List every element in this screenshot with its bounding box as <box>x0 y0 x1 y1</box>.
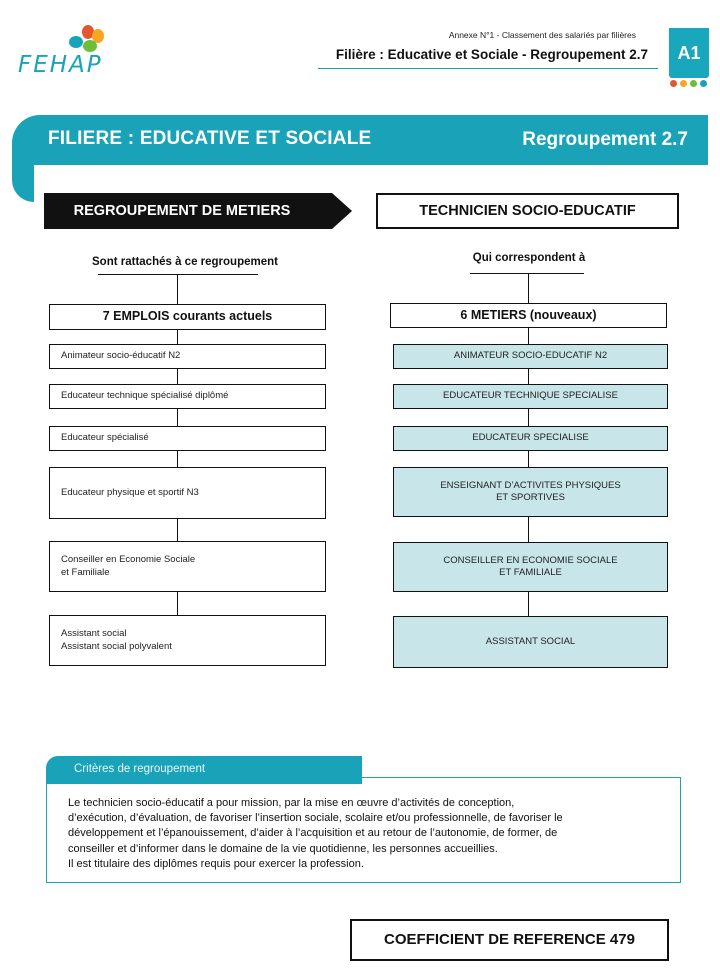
coefficient-box: COEFFICIENT DE REFERENCE 479 <box>350 919 669 961</box>
connector <box>177 451 178 467</box>
correspondent-underline <box>470 273 584 274</box>
metier-item: CONSEILLER EN ECONOMIE SOCIALE ET FAMILIALE <box>393 542 668 592</box>
metier-item: ASSISTANT SOCIAL <box>393 616 668 668</box>
criteria-title: Critères de regroupement <box>74 763 206 775</box>
connector <box>177 409 178 426</box>
header-divider <box>318 68 658 69</box>
annex-title: Filière : Educative et Sociale - Regroupement 2.7 <box>335 47 648 62</box>
emploi-label: Educateur spécialisé <box>61 432 149 444</box>
connector <box>177 519 178 541</box>
connector <box>177 275 178 304</box>
emploi-item <box>49 615 326 666</box>
banner-regroupement: Regroupement 2.7 <box>522 129 688 150</box>
rattaches-underline <box>98 274 258 275</box>
connector <box>528 517 529 542</box>
emploi-item <box>49 467 326 519</box>
logo-text: FEHAP <box>18 52 103 78</box>
connector <box>528 592 529 616</box>
emploi-label: Educateur physique et sportif N3 <box>61 486 199 498</box>
annex-tab: A1 <box>669 28 709 78</box>
technicien-box: TECHNICIEN SOCIO-EDUCATIF <box>376 193 679 229</box>
dot-blue <box>700 80 707 87</box>
connector <box>177 592 178 615</box>
metiers-header: 6 METIERS (nouveaux) <box>390 303 667 328</box>
emploi-label: Conseiller en Economie Sociale et Familiale <box>61 554 196 578</box>
emploi-item <box>49 344 326 369</box>
correspondent-label: Qui correspondent à <box>472 252 586 264</box>
metier-item: EDUCATEUR TECHNIQUE SPECIALISE <box>393 384 668 409</box>
regroupement-label: REGROUPEMENT DE METIERS <box>73 203 291 219</box>
connector <box>177 330 178 344</box>
annex-subtitle: Annexe N°1 - Classement des salariés par filières <box>448 30 636 40</box>
emploi-item <box>49 426 326 451</box>
connector <box>528 409 529 426</box>
metier-item: EDUCATEUR SPECIALISE <box>393 426 668 451</box>
connector <box>177 368 178 384</box>
dot-red <box>670 80 677 87</box>
metier-item: ANIMATEUR SOCIO-EDUCATIF N2 <box>393 344 668 369</box>
connector <box>528 451 529 467</box>
emploi-label: Animateur socio-éducatif N2 <box>61 350 181 362</box>
banner-tail <box>12 160 34 202</box>
emploi-item <box>49 541 326 592</box>
dot-green <box>690 80 697 87</box>
metier-item: ENSEIGNANT D’ACTIVITES PHYSIQUES ET SPORTIVES <box>393 467 668 517</box>
emploi-label: Assistant social Assistant social polyvalent <box>61 628 172 652</box>
color-dots <box>670 80 707 87</box>
banner-title: FILIERE : EDUCATIVE ET SOCIALE <box>48 128 372 149</box>
dot-orange <box>680 80 687 87</box>
connector <box>528 368 529 384</box>
criteria-text: Le technicien socio-éducatif a pour mission, par la mise en œuvre d’activités de conception, d’exécution, d’évaluation, de favoriser l’insertion sociale, scolaire et/ou professionnelle, de favoriser le développement et l’épanouissement, d’aider à l’acquisition et au retour de l’autonomie, de former, de conseiller et d’informer dans le domaine de la vie quotidienne, les personnes accueillies. Il est titulaire des diplômes requis pour exercer la profession. <box>68 797 563 870</box>
emploi-label: Educateur technique spécialisé diplômé <box>61 390 229 402</box>
connector <box>528 274 529 303</box>
rattaches-label: Sont rattachés à ce regroupement <box>92 256 278 268</box>
emplois-header: 7 EMPLOIS courants actuels <box>49 304 326 330</box>
emploi-item <box>49 384 326 409</box>
connector <box>528 328 529 344</box>
